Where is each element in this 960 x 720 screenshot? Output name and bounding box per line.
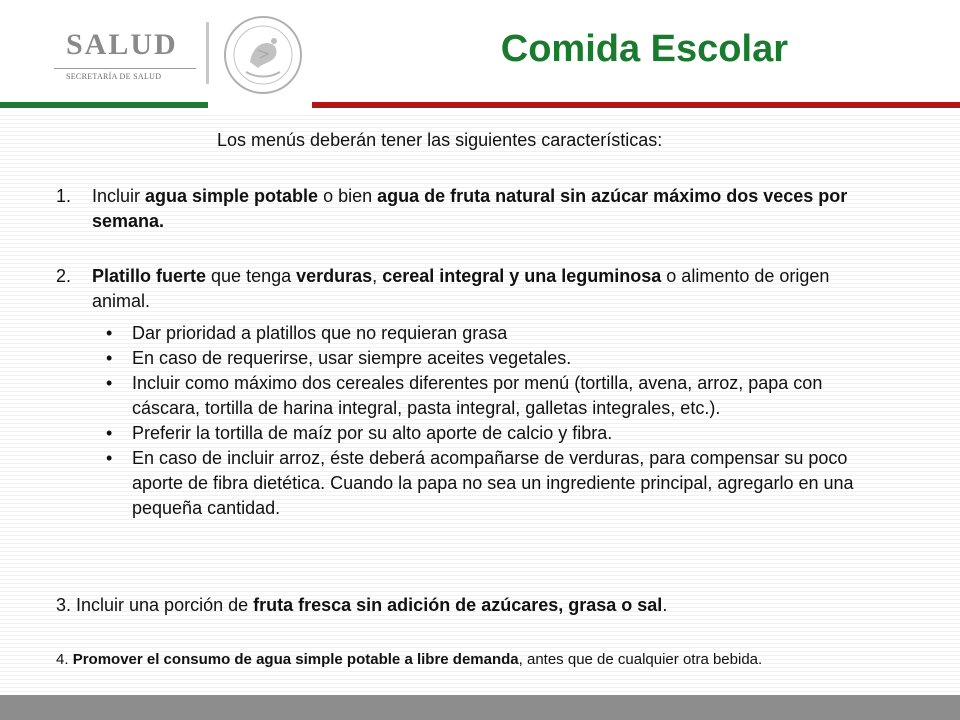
text-run: , antes que de cualquier otra bebida. xyxy=(518,651,763,668)
text-run: 4. xyxy=(56,651,73,668)
list-item-4 xyxy=(56,648,886,671)
bullet-icon: • xyxy=(106,323,113,343)
footer-bar xyxy=(0,695,960,720)
bold-run: agua de fruta natural sin azúcar máximo dos veces por semana. xyxy=(92,186,848,231)
item-text xyxy=(92,184,892,234)
national-seal-icon xyxy=(222,14,304,96)
bullet-icon: • xyxy=(106,373,113,393)
list-item-3 xyxy=(56,595,667,616)
bullet-list xyxy=(106,321,886,521)
logo-divider xyxy=(206,22,209,84)
header xyxy=(0,0,960,112)
bullet-item xyxy=(106,346,886,371)
bullet-icon: • xyxy=(106,348,113,368)
logo-subtitle: SECRETARÍA DE SALUD xyxy=(66,72,162,81)
bullet-text: En caso de incluir arroz, éste deberá acompañarse de verduras, para compensar su poco aporte de fibra dietética. Cuando la papa no sea un ingrediente principal, agregarlo en una pequeña cantidad. xyxy=(132,448,854,518)
bullet-item xyxy=(106,371,886,421)
text-run: que tenga xyxy=(206,266,297,286)
intro-text: Los menús deberán tener las siguientes características: xyxy=(217,130,663,150)
logo-word: SALUD xyxy=(66,28,178,61)
bold-run: verduras xyxy=(296,266,373,286)
bullet-icon: • xyxy=(106,423,113,443)
bullet-icon: • xyxy=(106,448,113,468)
bullet-text: En caso de requerirse, usar siempre aceites vegetales. xyxy=(132,348,572,368)
text-run: 3. Incluir una porción de xyxy=(56,595,254,615)
bullet-item xyxy=(106,421,886,446)
text-run: o alimento de origen animal. xyxy=(92,266,830,311)
bold-run: Promover el consumo de agua simple potable a libre demanda xyxy=(72,651,519,668)
text-run: o bien xyxy=(318,186,378,206)
bullet-text: Dar prioridad a platillos que no requieran grasa xyxy=(132,323,508,343)
green-bar xyxy=(0,102,208,108)
bold-run: Platillo fuerte xyxy=(92,266,207,286)
bold-run: fruta fresca sin adición de azúcares, grasa o sal xyxy=(253,595,663,615)
text-run: . xyxy=(662,595,668,615)
bullet-text: Incluir como máximo dos cereales diferentes por menú (tortilla, avena, arroz, papa con cáscara, tortilla de harina integral, pasta integral, galletas integrales, etc.). xyxy=(132,373,823,418)
text-run: , xyxy=(372,266,383,286)
text-run: Incluir xyxy=(92,186,146,206)
bullet-item xyxy=(106,446,886,521)
bold-run: agua simple potable xyxy=(145,186,319,206)
logo-rule xyxy=(54,68,196,69)
item-number: 1. xyxy=(56,186,72,206)
page-title: Comida Escolar xyxy=(500,28,788,70)
item-number: 2. xyxy=(56,266,72,286)
red-bar xyxy=(312,102,960,108)
bullet-item xyxy=(106,321,886,346)
bullet-text: Preferir la tortilla de maíz por su alto aporte de calcio y fibra. xyxy=(132,423,613,443)
bold-run: cereal integral y una leguminosa xyxy=(382,266,662,286)
salud-logo xyxy=(48,28,198,88)
item-text xyxy=(92,264,892,314)
